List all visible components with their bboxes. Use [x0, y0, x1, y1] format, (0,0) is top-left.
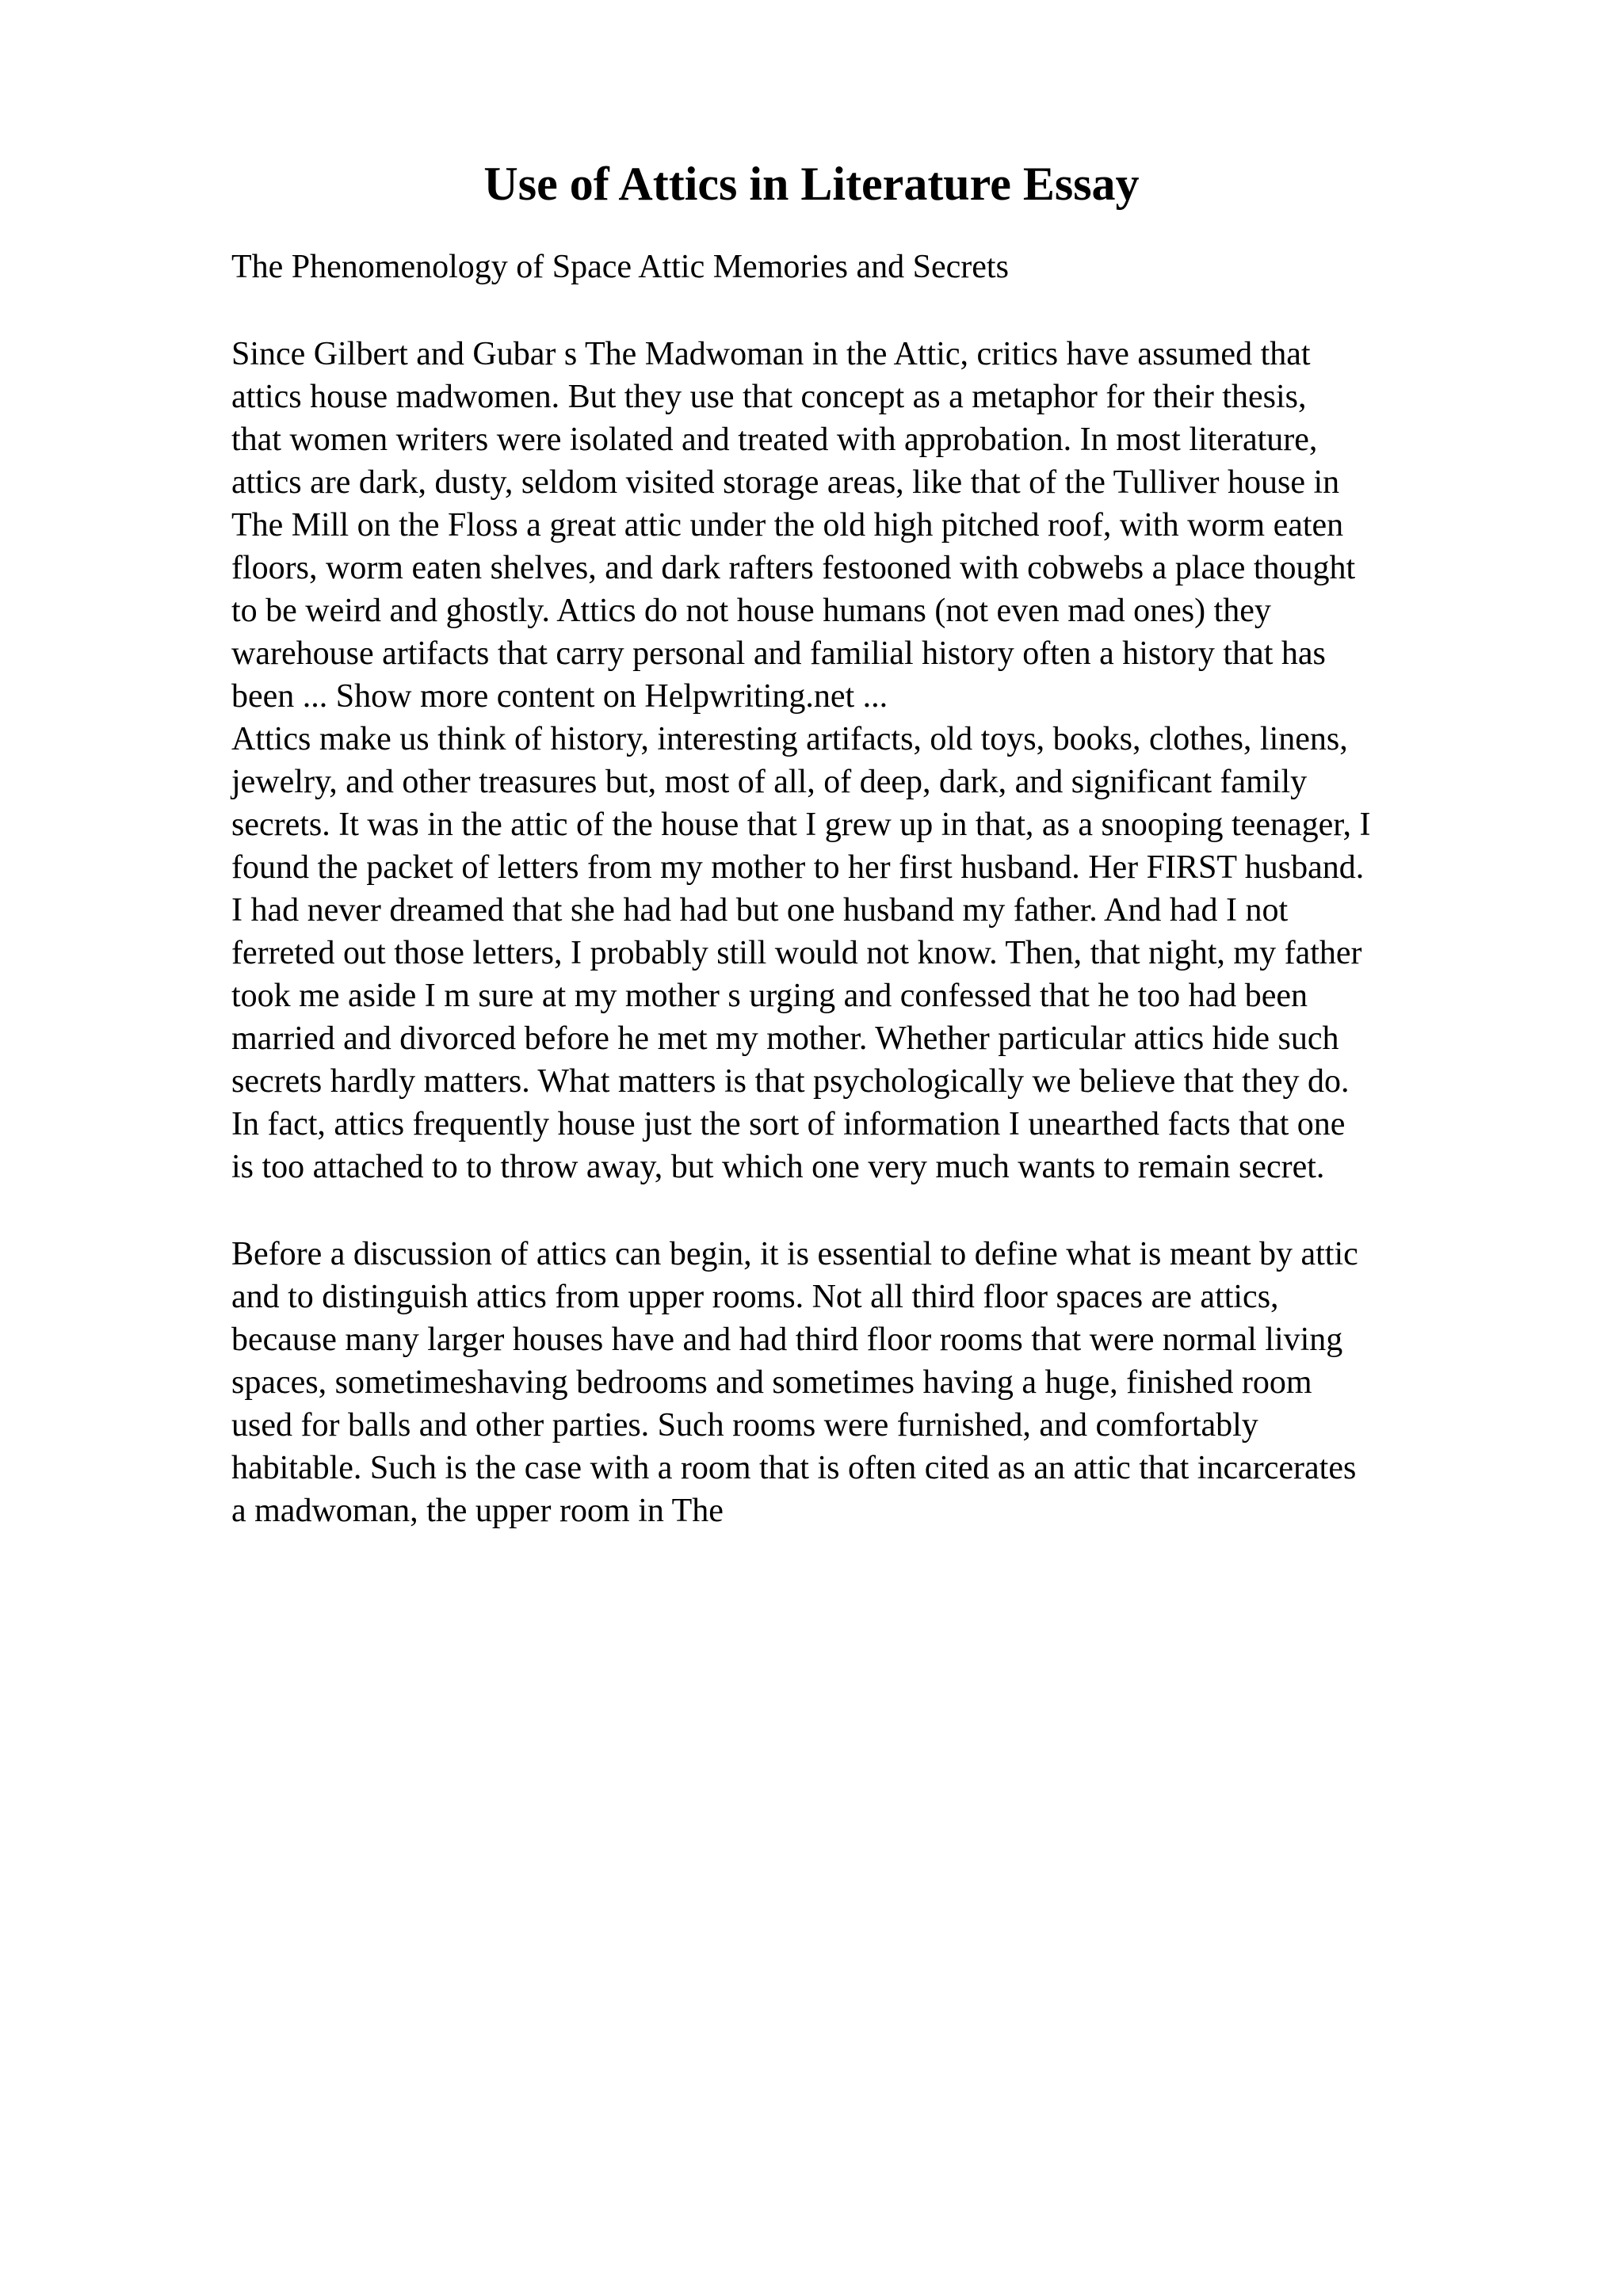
- paragraph-2-line: took me aside I m sure at my mother s urging and confessed that he too had been: [231, 978, 1308, 1014]
- paragraph-2-line: found the packet of letters from my mother to her first husband. Her FIRST husband.: [231, 849, 1365, 886]
- paragraph-3-line: because many larger houses have and had third floor rooms that were normal living: [231, 1322, 1343, 1358]
- paragraph-2-line: In fact, attics frequently house just the sort of information I unearthed facts that one: [231, 1106, 1346, 1142]
- paragraph-1-line: been ... Show more content on Helpwriting.net ...: [231, 678, 888, 715]
- paragraph-2-line: Attics make us think of history, interesting artifacts, old toys, books, clothes, linens,: [231, 721, 1348, 757]
- document-subtitle: The Phenomenology of Space Attic Memories and Secrets: [231, 249, 1009, 285]
- paragraph-2-line: ferreted out those letters, I probably still would not know. Then, that night, my father: [231, 935, 1362, 971]
- paragraph-3-line: habitable. Such is the case with a room that is often cited as an attic that incarcerates: [231, 1450, 1357, 1486]
- paragraph-3-line: and to distinguish attics from upper rooms. Not all third floor spaces are attics,: [231, 1279, 1279, 1315]
- paragraph-1-line: Since Gilbert and Gubar s The Madwoman in the Attic, critics have assumed that: [231, 336, 1311, 372]
- paragraph-1-line: that women writers were isolated and treated with approbation. In most literature,: [231, 421, 1318, 458]
- paragraph-3-line: Before a discussion of attics can begin, it is essential to define what is meant by attic: [231, 1236, 1358, 1272]
- paragraph-1-line: attics house madwomen. But they use that concept as a metaphor for their thesis,: [231, 379, 1307, 415]
- document-title: Use of Attics in Literature Essay: [483, 158, 1140, 210]
- paragraph-2-line: secrets hardly matters. What matters is that psychologically we believe that they do.: [231, 1063, 1350, 1100]
- paragraph-3-line: a madwoman, the upper room in The: [231, 1493, 724, 1529]
- paragraph-1-line: to be weird and ghostly. Attics do not house humans (not even mad ones) they: [231, 593, 1271, 629]
- paragraph-1-line: The Mill on the Floss a great attic under the old high pitched roof, with worm eaten: [231, 507, 1344, 543]
- paragraph-3-line: spaces, sometimeshaving bedrooms and sometimes having a huge, finished room: [231, 1364, 1312, 1401]
- paragraph-2-line: married and divorced before he met my mother. Whether particular attics hide such: [231, 1020, 1339, 1057]
- paragraph-2-line: secrets. It was in the attic of the house that I grew up in that, as a snooping teenager, I: [231, 807, 1371, 843]
- paragraph-1-line: attics are dark, dusty, seldom visited storage areas, like that of the Tulliver house in: [231, 464, 1340, 501]
- paragraph-2-line: I had never dreamed that she had had but one husband my father. And had I not: [231, 892, 1289, 929]
- paragraph-2-line: is too attached to to throw away, but which one very much wants to remain secret.: [231, 1149, 1325, 1185]
- paragraph-3-line: used for balls and other parties. Such rooms were furnished, and comfortably: [231, 1407, 1258, 1444]
- paragraph-1-line: floors, worm eaten shelves, and dark rafters festooned with cobwebs a place thought: [231, 550, 1356, 586]
- paragraph-2-line: jewelry, and other treasures but, most of all, of deep, dark, and significant family: [231, 764, 1308, 800]
- paragraph-1-line: warehouse artifacts that carry personal and familial history often a history that has: [231, 635, 1326, 672]
